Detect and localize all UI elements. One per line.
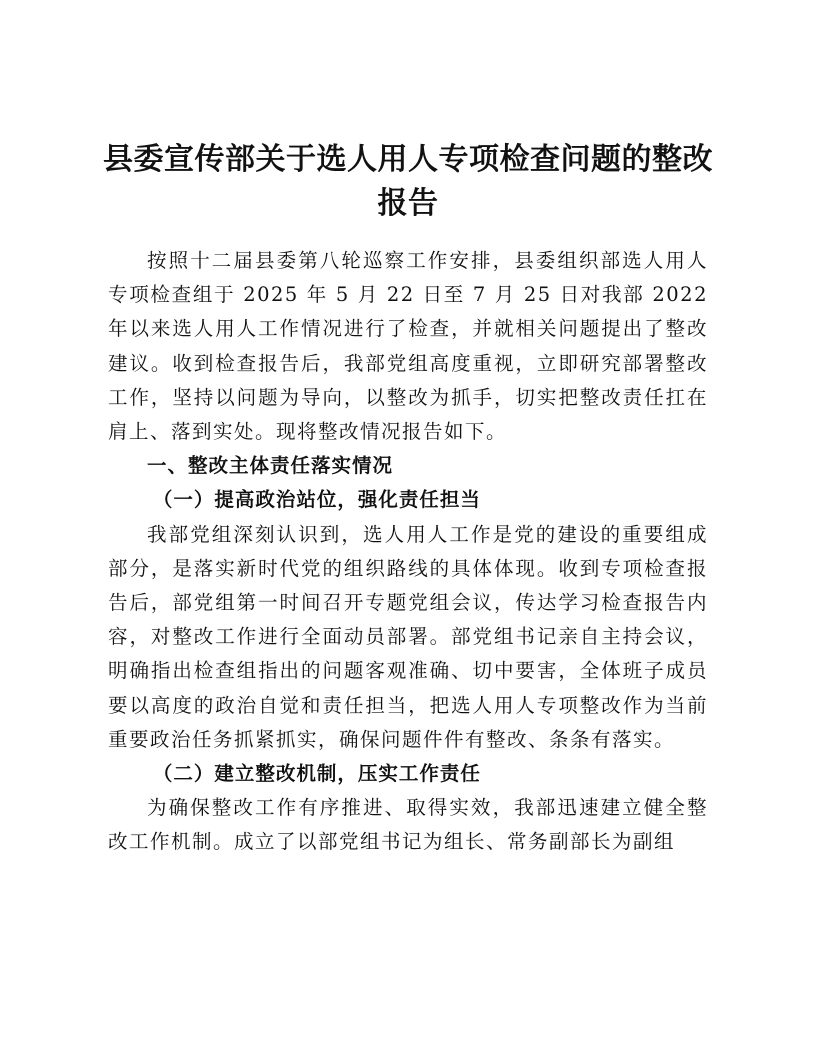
subsection-2-paragraph: 为确保整改工作有序推进、取得实效，我部迅速建立健全整改工作机制。成立了以部党组书记为组长、常务副部长为副组 [108, 796, 708, 854]
subsection-heading-2: （二）建立整改机制，压实工作责任 [152, 762, 481, 786]
document-body [108, 244, 708, 860]
subsection-heading-1: （一）提高政治站位，强化责任担当 [152, 488, 481, 512]
subsection-1-paragraph: 我部党组深刻认识到，选人用人工作是党的建设的重要组成部分，是落实新时代党的组织路线的具体体现。收到专项检查报告后，部党组第一时间召开专题党组会议，传达学习检查报告内容，对整改工作进行全面动员部署。部党组书记亲自主持会议，明确指出检查组指出的问题客观准确、切中要害，全体班子成员要以高度的政治自觉和责任担当，把选人用人专项整改作为当前重要政治任务抓紧抓实，确保问题件件有整改、条条有落实。 [108, 522, 708, 751]
document-title: 县委宣传部关于选人用人专项检查问题的整改报告 [103, 142, 713, 221]
intro-paragraph: 按照十二届县委第八轮巡察工作安排，县委组织部选人用人专项检查组于 2025 年 5 月 22 日至 7 月 25 日对我部 2022 年以来选人用人工作情况进行了检查，并就相关问题提出了整改建议。收到检查报告后，我部党组高度重视，立即研究部署整改工作，坚持以问题为导向，以整改为抓手，切实把整改责任扛在肩上、落到实处。现将整改情况报告如下。 [108, 249, 708, 444]
section-heading-1: 一、整改主体责任落实情况 [147, 454, 394, 478]
